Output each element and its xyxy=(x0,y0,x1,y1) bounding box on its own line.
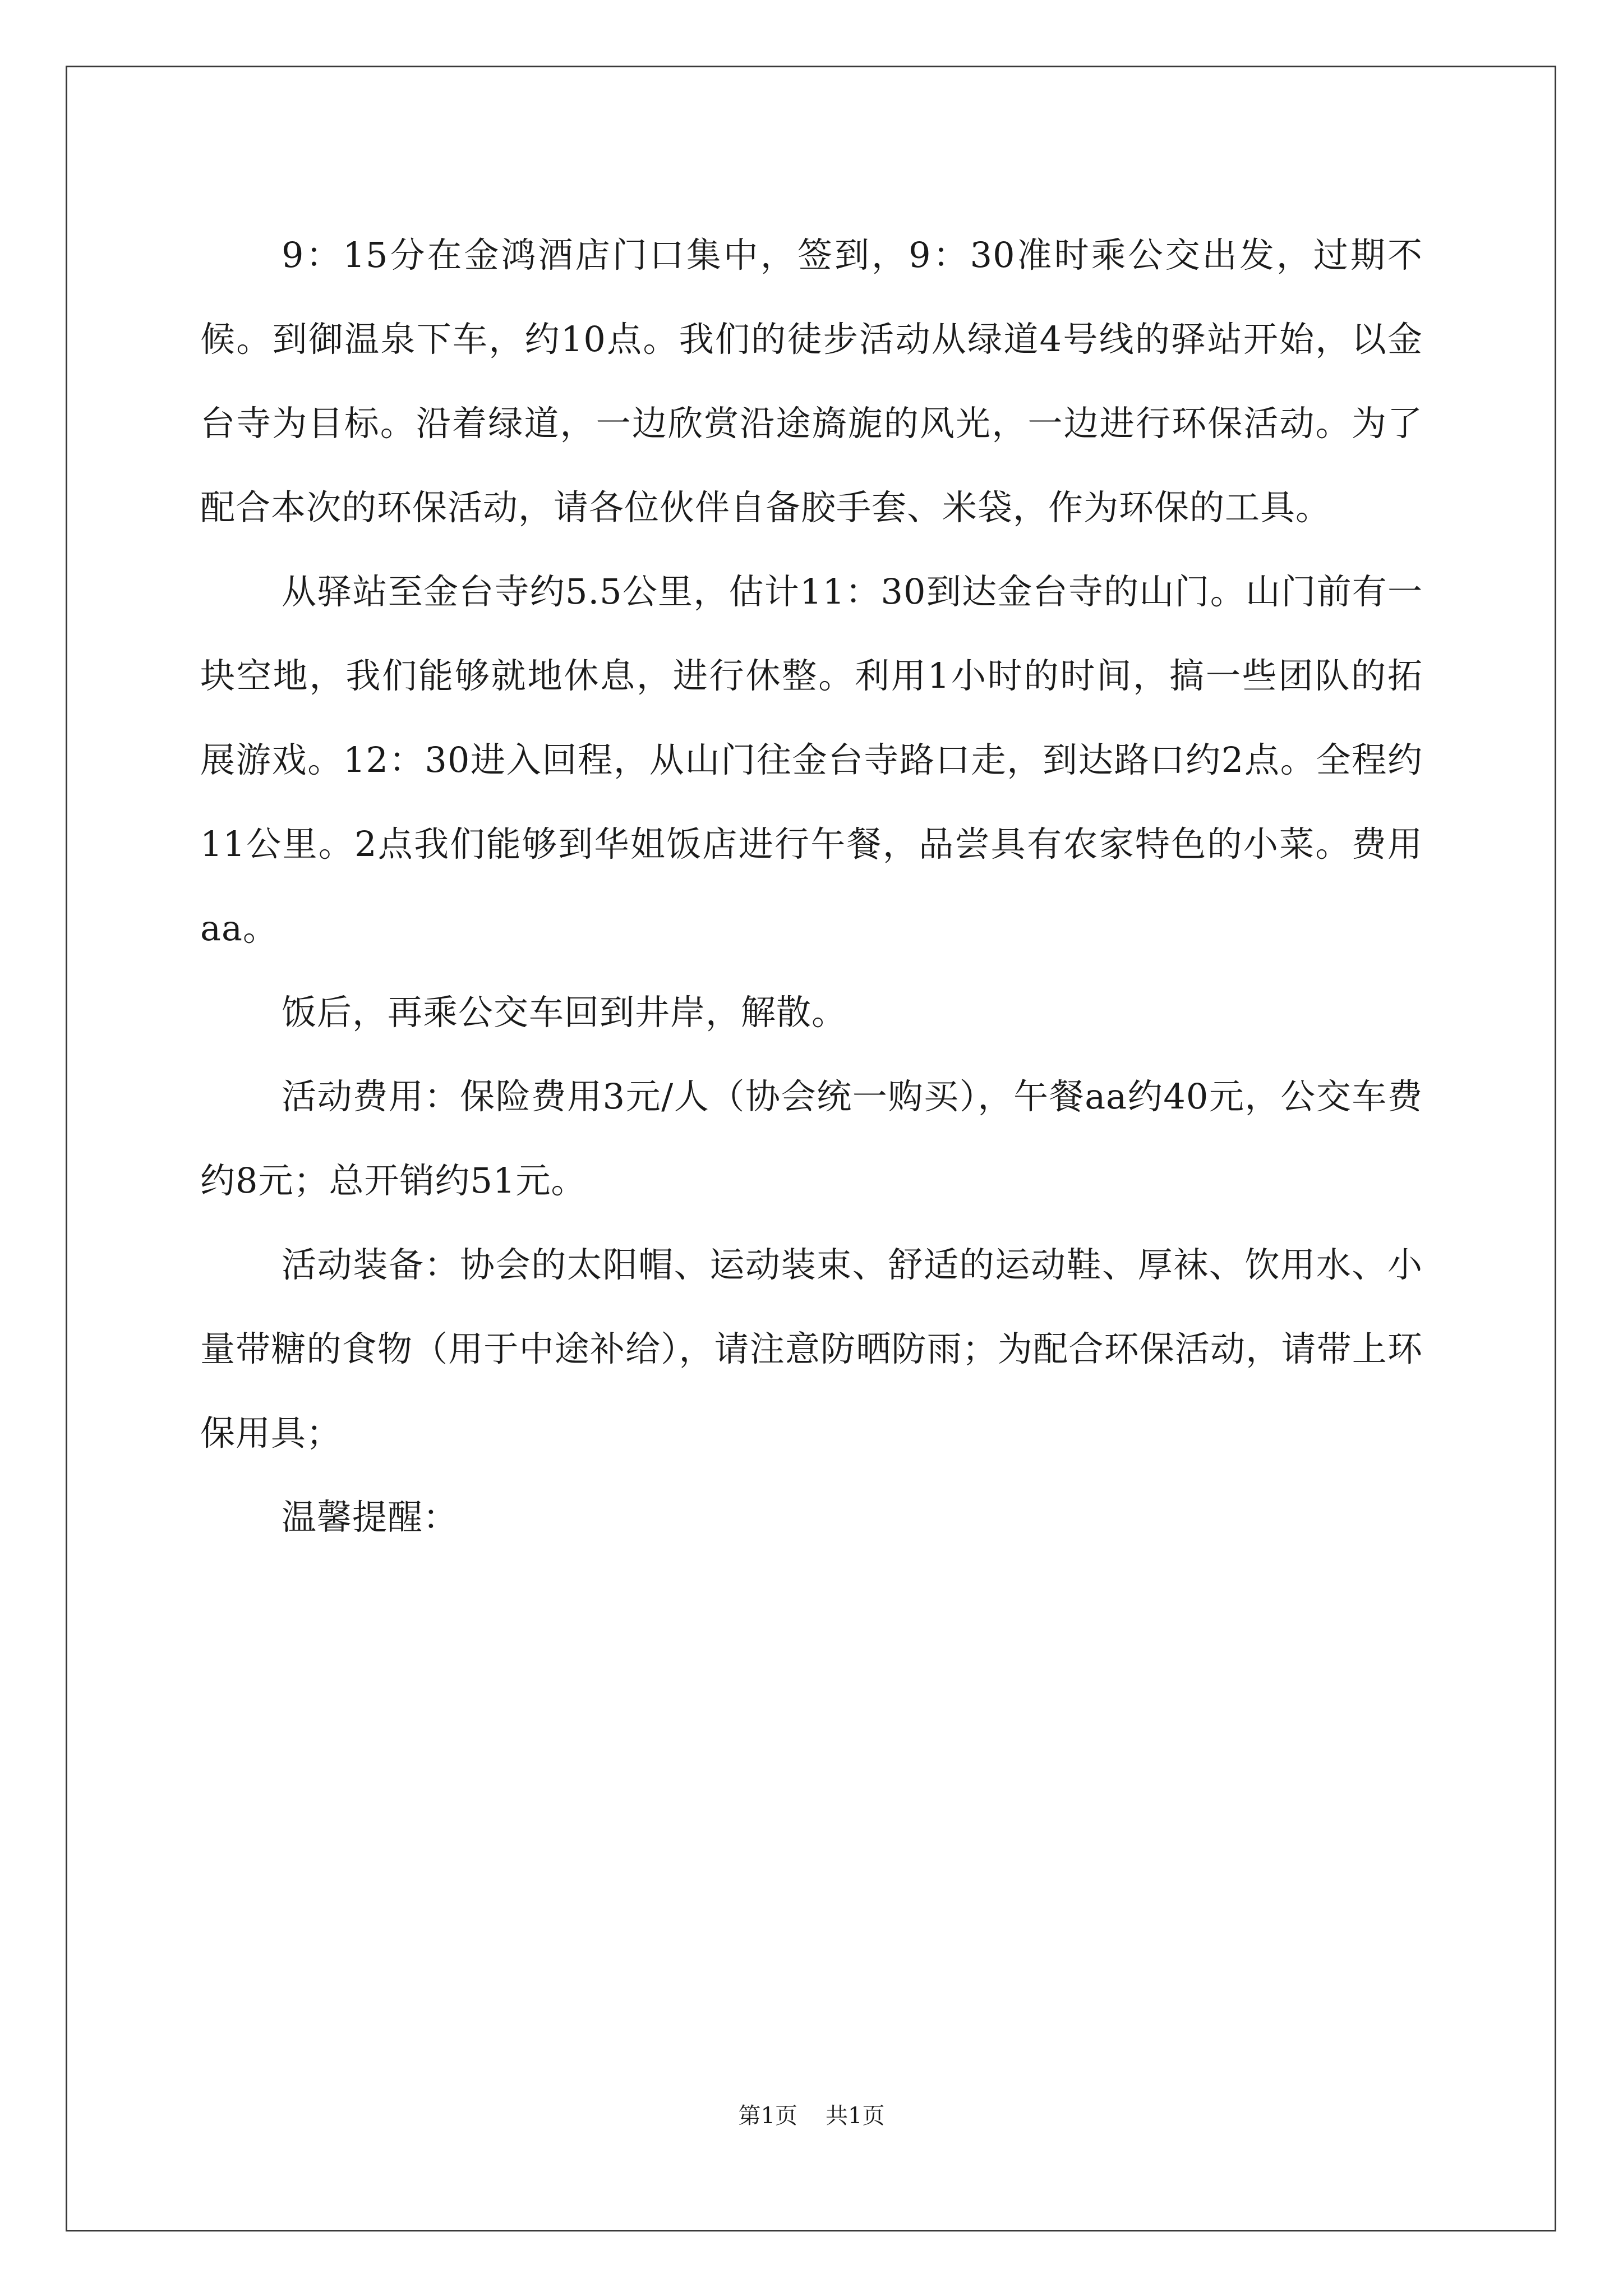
page-number-total: 共1页 xyxy=(826,2103,885,2129)
paragraph-reminder: 温馨提醒： xyxy=(282,1497,459,1538)
page-footer xyxy=(0,2099,1623,2133)
paragraph-return: 饭后，再乘公交车回到井岸，解散。 xyxy=(282,992,847,1033)
paragraph-route: 从驿站至金台寺约5.5公里，估计11：30到达金台寺的山门。山门前有一块空地，我们能够就地休息，进行休整。利用1小时的时间，搞一些团队的拓展游戏。12：30进入回程，从山门往金台寺路口走，到达路口约2点。全程约11公里。2点我们能够到华姐饭店进行午餐，品尝具有农家特色的小菜。费用aa。 xyxy=(200,571,1423,949)
paragraph-cost: 活动费用：保险费用3元/人（协会统一购买），午餐aa约40元，公交车费约8元；总开销约51元。 xyxy=(200,1076,1423,1201)
paragraph-equipment: 活动装备：协会的太阳帽、运动装束、舒适的运动鞋、厚袜、饮用水、小量带糖的食物（用于中途补给），请注意防晒防雨；为配合环保活动，请带上环保用具； xyxy=(200,1244,1423,1453)
paragraph-schedule: 9：15分在金鸿酒店门口集中，签到，9：30准时乘公交出发，过期不候。到御温泉下车，约10点。我们的徒步活动从绿道4号线的驿站开始，以金台寺为目标。沿着绿道，一边欣赏沿途旖旎的风光，一边进行环保活动。为了配合本次的环保活动，请各位伙伴自备胶手套、米袋，作为环保的工具。 xyxy=(200,234,1423,528)
page-number-current: 第1页 xyxy=(738,2103,797,2129)
document-body xyxy=(200,213,1423,1559)
